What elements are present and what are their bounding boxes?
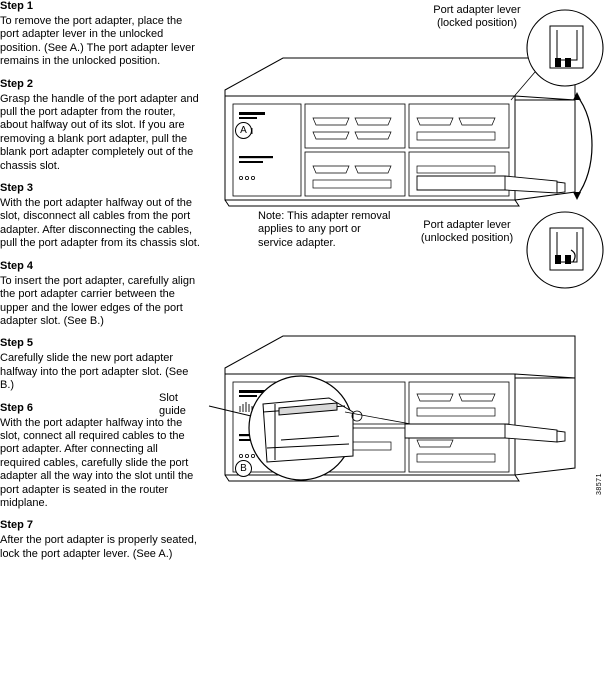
- figure-insertion-diagram: [159, 320, 607, 520]
- router-chassis-bottom-illustration: [205, 320, 607, 520]
- step-item: [0, 182, 200, 251]
- step-body: Carefully slide the new port adapter halfway into the port adapter slot. (See B.): [0, 352, 189, 392]
- step-item: [0, 78, 200, 173]
- step-body: With the port adapter halfway into the slot, connect all required cables to the port adapter. After connecting all required cables, carefully slide the port adapter all the way into the slot until the port adapter is seated in the router midplane.: [0, 416, 194, 509]
- step-title: Step 6: [0, 401, 34, 414]
- slot-guide-label: [159, 392, 211, 419]
- document-id: 38571: [596, 473, 603, 495]
- steps-column: [0, 0, 200, 570]
- slot-guide-label-line2: guide: [159, 405, 186, 418]
- router-chassis-top-illustration: [205, 0, 607, 300]
- step-title: Step 4: [0, 259, 34, 272]
- figure-marker-a: A: [235, 122, 252, 139]
- lever-locked-label: [412, 4, 542, 31]
- figure-removal-diagram: [205, 0, 607, 300]
- step-title: Step 5: [0, 337, 34, 350]
- lever-unlocked-label-line2: (unlocked position): [420, 232, 514, 245]
- step-title: Step 7: [0, 519, 34, 532]
- lever-unlocked-label-line1: Port adapter lever: [423, 219, 511, 231]
- step-body: With the port adapter halfway out of the slot, disconnect all cables from the port adapter. After disconnecting the cables, pull the port adapter from its chassis slot.: [0, 197, 200, 250]
- step-title: Step 3: [0, 182, 34, 195]
- figure-marker-b: B: [235, 460, 252, 477]
- step-item: [0, 337, 200, 392]
- step-item: [0, 519, 200, 561]
- step-body: To remove the port adapter, place the port adapter lever in the unlocked position. (See A.) The port adapter lever remains in the unlocked position.: [0, 15, 195, 68]
- detail-lever-unlocked: [527, 212, 603, 288]
- removal-note: Note: This adapter removal applies to any port or service adapter.: [258, 210, 391, 249]
- step-title: Step 2: [0, 77, 34, 90]
- lever-unlocked-label: [401, 219, 533, 246]
- lever-locked-label-line1: Port adapter lever: [433, 4, 521, 16]
- step-body: To insert the port adapter, carefully align the port adapter carrier between the upper and the lower edges of the port adapter slot. (See B.): [0, 274, 196, 327]
- step-item: [0, 260, 200, 329]
- step-title: Step 1: [0, 0, 34, 12]
- slot-guide-label-line1: Slot: [159, 392, 178, 404]
- step-body: After the port adapter is properly seated, lock the port adapter lever. (See A.): [0, 534, 197, 560]
- step-item: [0, 0, 200, 69]
- step-body: Grasp the handle of the port adapter and pull the port adapter from the router, about halfway out of its slot. If you are removing a blank port adapter, pull the blank port adapter completely out of the chassis slot.: [0, 92, 199, 172]
- lever-locked-label-line2: (locked position): [436, 17, 518, 30]
